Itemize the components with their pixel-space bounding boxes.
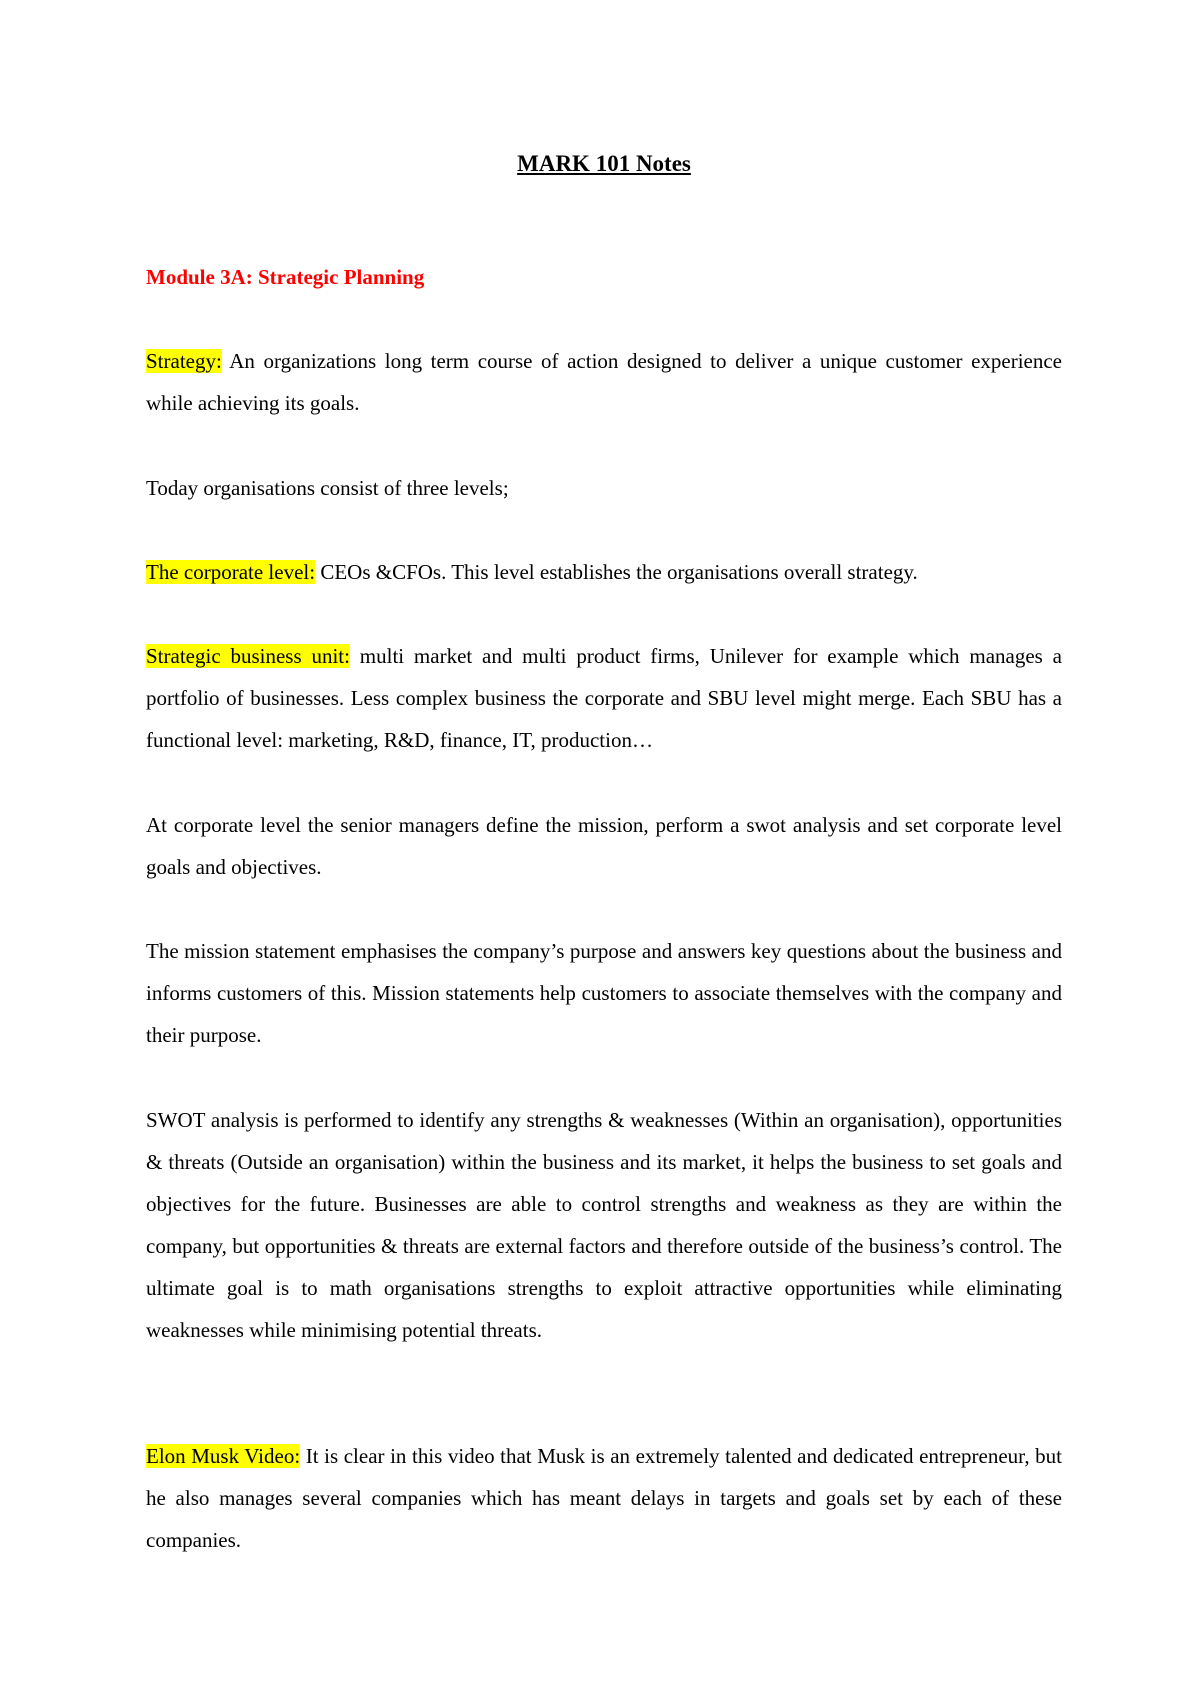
definition-elon-musk: It is clear in this video that Musk is an extremely talented and dedicated entrepreneur, but he also manages several companies which has meant delays in targets and goals set by each of these companies. [146,1444,1062,1552]
document-title-text: MARK 101 Notes [517,151,691,176]
paragraph-elon-musk [146,1435,1062,1561]
term-sbu: Strategic business unit: [146,644,350,668]
definition-sbu: multi market and multi product firms, Unilever for example which manages a portfolio of businesses. Less complex business the corporate and SBU level might merge. Each SBU has a functional level: marketing, R&D, finance, IT, production… [146,644,1062,752]
definition-strategy: An organizations long term course of action designed to deliver a unique customer experience while achieving its goals. [146,349,1062,415]
term-elon-musk: Elon Musk Video: [146,1444,301,1468]
paragraph-levels-intro: Today organisations consist of three levels; [146,476,509,500]
paragraph-strategy [146,340,1062,424]
paragraph-corporate-level [146,551,1062,593]
module-heading: Module 3A: Strategic Planning [146,265,425,289]
paragraph-corporate-managers: At corporate level the senior managers define the mission, perform a swot analysis and set corporate level goals and objectives. [146,813,1062,879]
paragraph-mission: The mission statement emphasises the company’s purpose and answers key questions about the business and informs customers of this. Mission statements help customers to associate themselves with the company and their purpose. [146,939,1062,1047]
paragraph-sbu [146,635,1062,761]
document-title [146,143,1062,185]
term-strategy: Strategy: [146,349,222,373]
paragraph-swot: SWOT analysis is performed to identify any strengths & weaknesses (Within an organisation), opportunities & threats (Outside an organisation) within the business and its market, it helps the business to set goals and objectives for the future. Businesses are able to control strengths and weakness as they are within the company, but opportunities & threats are external factors and therefore outside of the business’s control. The ultimate goal is to math organisations strengths to exploit attractive opportunities while eliminating weaknesses while minimising potential threats. [146,1108,1062,1342]
term-corporate-level: The corporate level: [146,560,316,584]
definition-corporate-level: CEOs &CFOs. This level establishes the organisations overall strategy. [315,560,918,584]
